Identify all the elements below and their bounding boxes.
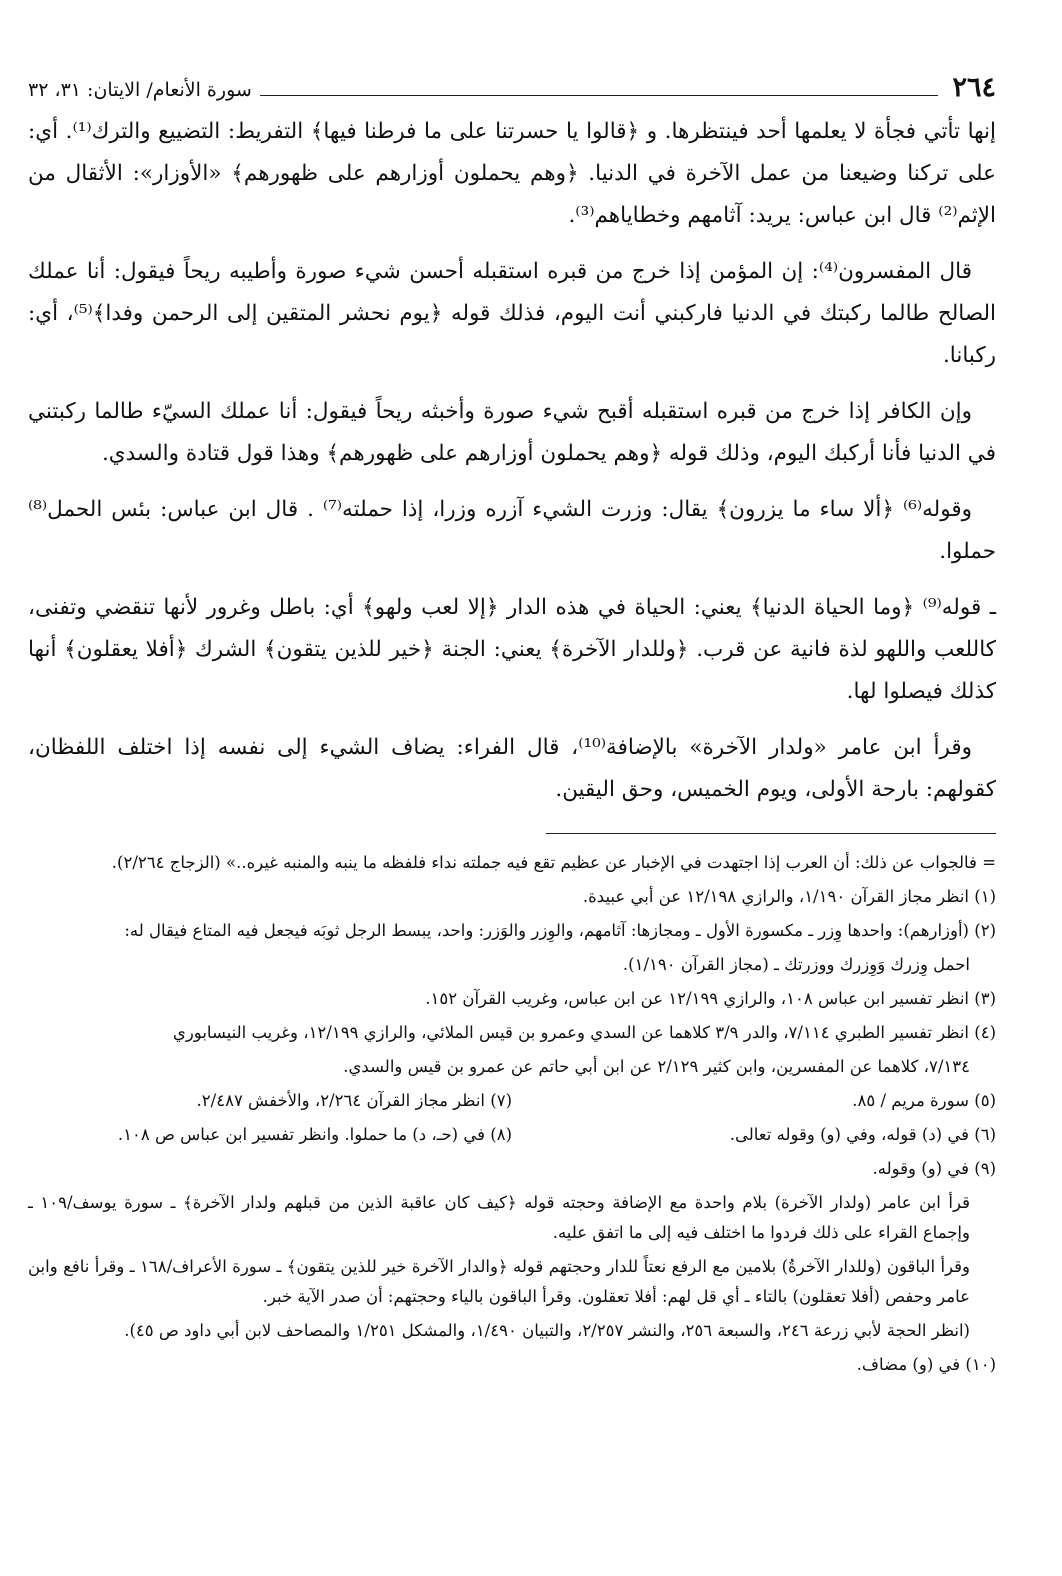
footnote-2-cont: احمل وِزرك وَوِزرك ووزرتك ـ (مجاز القرآن ١/١٩٠). <box>622 955 970 974</box>
footnote-9-d: (انظر الحجة لأبي زرعة ٢٤٦، والسبعة ٢٥٦، والنشر ٢/٢٥٧، والتبيان ١/٤٩٠، والمشكل ١/٢٥١ والمصاحف لابن أبي داود ص ٤٥). <box>124 1321 970 1340</box>
footnote-4: (٤) انظر تفسير الطبري ٧/١١٤، والدر ٣/٩ كلاهما عن السدي وعمرو بن قيس الملائي، والرازي ١٢/١٩٩، وغريب النيسابوري <box>172 1023 996 1042</box>
paragraph-6: وقرأ ابن عامر «ولدار الآخرة» بالإضافة⁽¹⁰⁾، قال الفراء: يضاف الشيء إلى نفسه إذا اختلف اللفظان، كقولهم: بارحة الأولى، ويوم الخميس، وحق اليقين. <box>28 735 996 802</box>
book-page <box>28 72 996 1384</box>
footnote-6: (٦) في (د) قوله، وفي (و) وقوله تعالى. <box>729 1125 996 1144</box>
footnote-divider <box>546 833 996 834</box>
footnote-row-6-8 <box>28 1120 996 1150</box>
paragraph-2: قال المفسرون⁽⁴⁾: إن المؤمن إذا خرج من قبره استقبله أحسن شيء صورة وأطيبه ريحاً فيقول: أنا عملك الصالح طالما ركبتك في الدنيا فاركبني أنت اليوم، فذلك قوله ﴿يوم نحشر المتقين إلى الرحمن وفدا﴾⁽⁵⁾، أي: ركبانا. <box>28 259 996 368</box>
footnote-8: (٨) في (حـ، د) ما حملوا. وانظر تفسير ابن عباس ص ١٠٨. <box>117 1125 512 1144</box>
footnote-10: (١٠) في (و) مضاف. <box>856 1355 996 1374</box>
footnote-9: (٩) في (و) وقوله. <box>872 1159 996 1178</box>
page-number: ٢٦٤ <box>952 72 996 103</box>
footnotes <box>28 848 996 1380</box>
footnote-9-c: وقرأ الباقون (وللدار الآخرةُ) بلامين مع الرفع نعتاً للدار وحجتهم قوله ﴿والدار الآخرة خير للذين يتقون﴾ ـ سورة الأعراف/١٦٨ ـ وقرأ نافع وابن عامر وحفص (أفلا تعقلون) بالتاء ـ أي قل لهم: أفلا تعقلون. وقرأ الباقون بالياء وحجتهم: أن صدر الآية خبر. <box>28 1257 970 1306</box>
footnote-7: (٧) انظر مجاز القرآن ٢/٢٦٤، والأخفش ٢/٤٨٧. <box>196 1091 512 1110</box>
main-text <box>28 111 996 811</box>
footnote-9-b: قرأ ابن عامر (ولدار الآخرة) بلام واحدة مع الإضافة وحجته قوله ﴿كيف كان عاقبة الذين من قبلهم ولدار الآخرة﴾ ـ سورة يوسف/١٠٩ ـ وإجماع القراء على ذلك فردوا ما اختلف فيه إلى ما اتفق عليه. <box>28 1193 970 1242</box>
footnote-1: (١) انظر مجاز القرآن ١/١٩٠، والرازي ١٢/١٩٨ عن أبي عبيدة. <box>582 887 996 906</box>
header-rule <box>260 95 939 96</box>
paragraph-5: ـ قوله⁽⁹⁾ ﴿وما الحياة الدنيا﴾ يعني: الحياة في هذه الدار ﴿إلا لعب ولهو﴾ أي: باطل وغرور لأنها تنقضي وتفنى، كاللعب واللهو لذة فانية عن قرب. ﴿وللدار الآخرة﴾ يعني: الجنة ﴿خير للذين يتقون﴾ الشرك ﴿أفلا يعقلون﴾ أنها كذلك فيصلوا لها. <box>28 595 996 704</box>
footnote-5: (٥) سورة مريم / ٨٥. <box>852 1091 996 1110</box>
footnote-carry: = فالجواب عن ذلك: أن العرب إذا اجتهدت في الإخبار عن عظيم تقع فيه جملته نداء فلفظه ما ينبه والمنبه غيره..» (الزجاج ٢/٢٦٤). <box>111 853 996 872</box>
paragraph-3: وإن الكافر إذا خرج من قبره استقبله أقبح شيء صورة وأخبثه ريحاً فيقول: أنا عملك السيّء طالما ركبتني في الدنيا فأنا أركبك اليوم، وذلك قوله ﴿وهم يحملون أوزارهم على ظهورهم﴾ وهذا قول قتادة والسدي. <box>28 399 996 466</box>
running-head: سورة الأنعام/ الايتان: ٣١، ٣٢ <box>28 79 252 101</box>
footnote-4-cont: ٧/١٣٤، كلاهما عن المفسرين، وابن كثير ٢/١٢٩ عن ابن أبي حاتم عن عمرو بن قيس والسدي. <box>343 1057 970 1076</box>
page-header <box>28 72 996 103</box>
footnote-2: (٢) (أوزارهم): واحدها وِزر ـ مكسورة الأول ـ ومجازها: آثامهم، والوِزر والوَزر: واحد، يبسط الرجل ثوبَه فيجعل فيه المتاع فيقال له: <box>124 921 996 940</box>
footnote-row-5-7 <box>28 1086 996 1116</box>
paragraph-4: وقوله⁽⁶⁾ ﴿ألا ساء ما يزرون﴾ يقال: وزرت الشيء آزره وزرا، إذا حملته⁽⁷⁾ . قال ابن عباس: بئس الحمل⁽⁸⁾ حملوا. <box>28 497 996 564</box>
paragraph-1: إنها تأتي فجأة لا يعلمها أحد فينتظرها. و ﴿قالوا يا حسرتنا على ما فرطنا فيها﴾ التفريط: التضييع والترك⁽¹⁾. أي: على تركنا وضيعنا من عمل الآخرة في الدنيا. ﴿وهم يحملون أوزارهم على ظهورهم﴾ «الأوزار»: الأثقال من الإثم⁽²⁾ قال ابن عباس: يريد: آثامهم وخطاياهم⁽³⁾. <box>28 119 997 228</box>
footnote-3: (٣) انظر تفسير ابن عباس ١٠٨، والرازي ١٢/١٩٩ عن ابن عباس، وغريب القرآن ١٥٢. <box>425 989 996 1008</box>
